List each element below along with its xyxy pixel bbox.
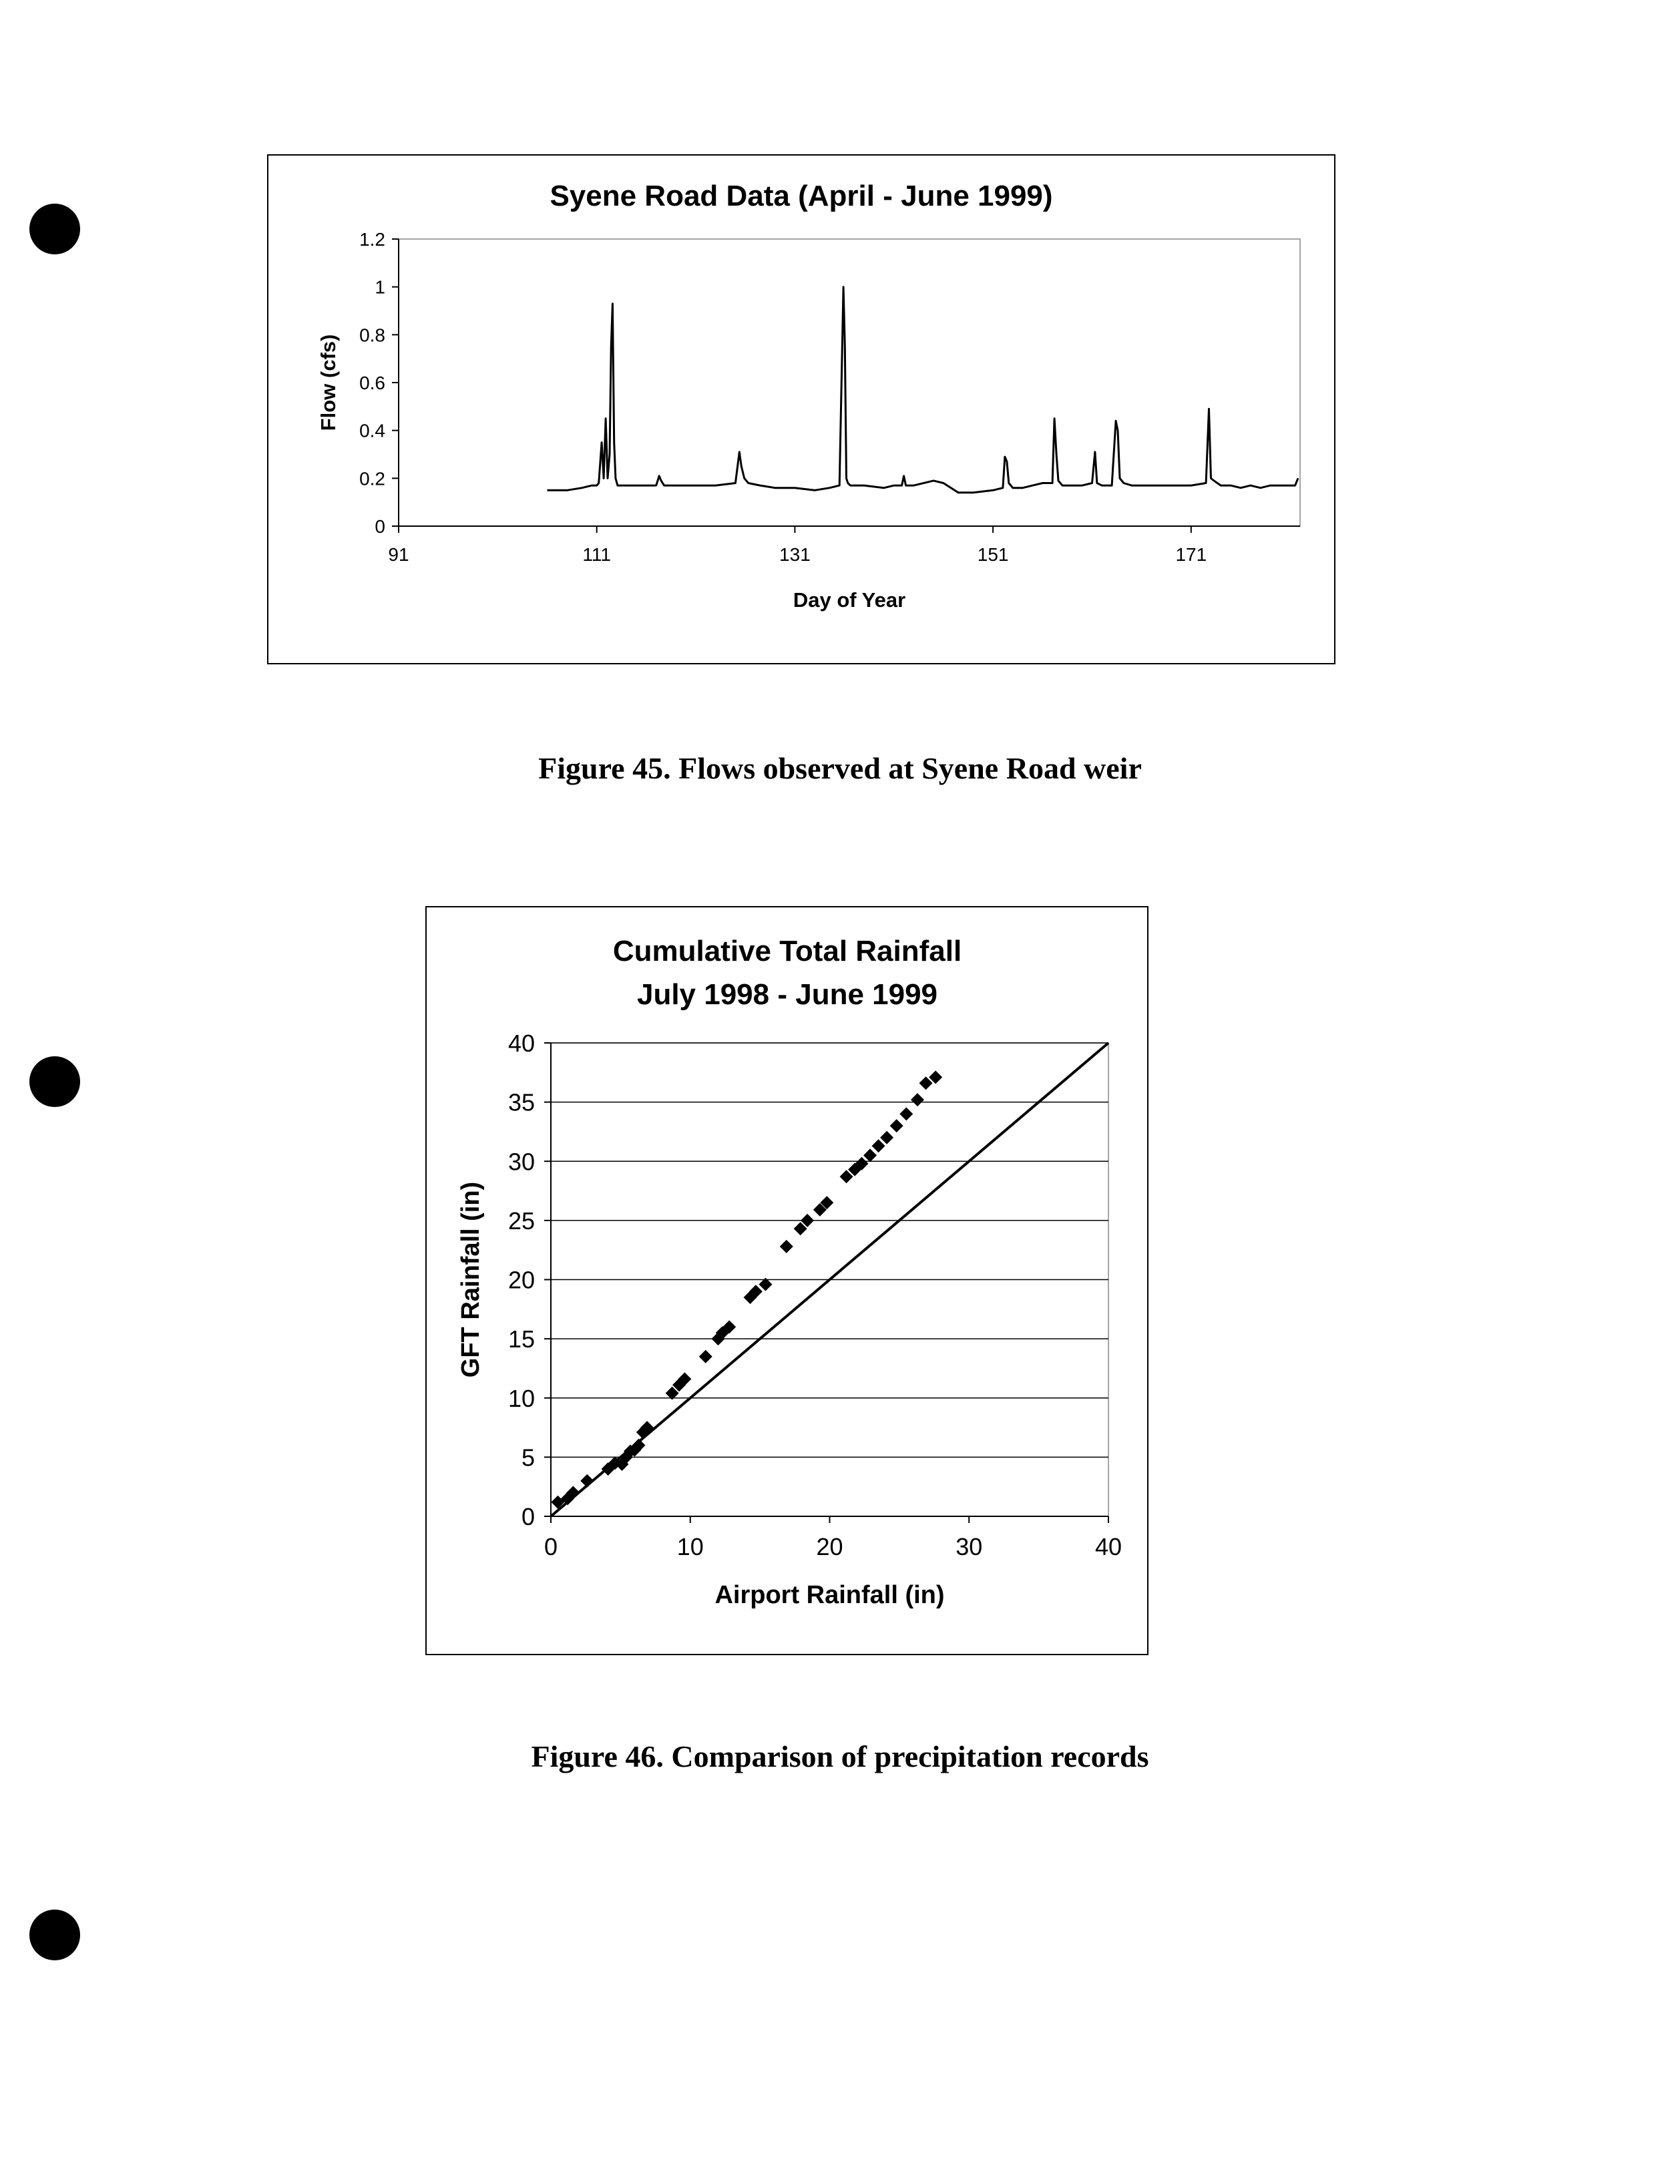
- rainfall-data-point: [780, 1240, 793, 1253]
- flow-y-tick-label: 1.2: [359, 229, 385, 250]
- rainfall-x-tick-label: 30: [956, 1533, 983, 1560]
- flow-plot-area: [399, 239, 1300, 526]
- rainfall-x-tick-label: 40: [1094, 1533, 1122, 1560]
- rainfall-y-tick-label: 30: [507, 1148, 535, 1176]
- flow-chart-frame: [267, 154, 1335, 664]
- flow-x-tick-label: 91: [388, 544, 409, 565]
- flow-chart: [268, 156, 1334, 663]
- flow-x-tick-label: 131: [779, 544, 811, 565]
- flow-chart-title: Syene Road Data (April - June 1999): [550, 180, 1053, 212]
- flow-y-axis-title: Flow (cfs): [317, 334, 340, 431]
- rainfall-chart: [427, 907, 1147, 1654]
- rainfall-data-point: [899, 1107, 913, 1120]
- rainfall-y-tick-label: 10: [507, 1384, 535, 1412]
- flow-x-axis-title: Day of Year: [793, 588, 906, 612]
- rainfall-chart-subtitle: July 1998 - June 1999: [636, 978, 938, 1011]
- flow-y-tick-label: 0: [375, 516, 385, 537]
- rainfall-chart-title: Cumulative Total Rainfall: [612, 935, 962, 967]
- flow-x-tick-label: 171: [1175, 544, 1207, 565]
- flow-y-tick-label: 0.2: [359, 468, 385, 489]
- rainfall-data-point: [880, 1131, 893, 1144]
- punch-hole-top: [29, 204, 80, 254]
- rainfall-x-tick-label: 0: [544, 1533, 558, 1560]
- flow-x-tick-label: 111: [582, 544, 611, 565]
- figure-46-caption: Figure 46. Comparison of precipitation records: [531, 1739, 1149, 1773]
- rainfall-y-tick-label: 5: [521, 1444, 535, 1472]
- rainfall-y-tick-label: 20: [507, 1266, 535, 1294]
- flow-y-tick-label: 0.8: [359, 324, 385, 346]
- rainfall-chart-frame: [425, 906, 1148, 1655]
- flow-y-tick-label: 0.4: [359, 420, 385, 441]
- rainfall-y-axis-title: GFT Rainfall (in): [457, 1181, 485, 1378]
- rainfall-data-point: [911, 1093, 924, 1106]
- rainfall-x-tick-label: 10: [676, 1533, 704, 1560]
- rainfall-data-point: [872, 1139, 885, 1152]
- rainfall-data-point: [699, 1350, 712, 1363]
- flow-series-line: [548, 287, 1299, 493]
- rainfall-data-point: [580, 1474, 594, 1488]
- flow-y-tick-label: 1: [375, 276, 385, 298]
- rainfall-y-tick-label: 35: [507, 1088, 535, 1116]
- rainfall-y-tick-label: 40: [507, 1030, 535, 1057]
- rainfall-x-tick-label: 20: [816, 1533, 843, 1560]
- rainfall-y-tick-label: 15: [507, 1325, 535, 1353]
- figure-45-caption: Figure 45. Flows observed at Syene Road weir: [538, 751, 1142, 785]
- rainfall-x-axis-title: Airport Rainfall (in): [714, 1581, 945, 1609]
- punch-hole-bottom: [29, 1910, 80, 1960]
- punch-hole-middle: [29, 1056, 80, 1107]
- rainfall-y-tick-label: 0: [521, 1503, 535, 1530]
- flow-y-tick-label: 0.6: [359, 373, 385, 393]
- rainfall-data-point: [890, 1119, 903, 1132]
- rainfall-x-axis-title-wrap: [425, 1602, 1146, 1643]
- rainfall-y-tick-label: 25: [507, 1207, 535, 1235]
- rainfall-data-point: [863, 1148, 877, 1162]
- flow-x-tick-label: 151: [977, 544, 1009, 565]
